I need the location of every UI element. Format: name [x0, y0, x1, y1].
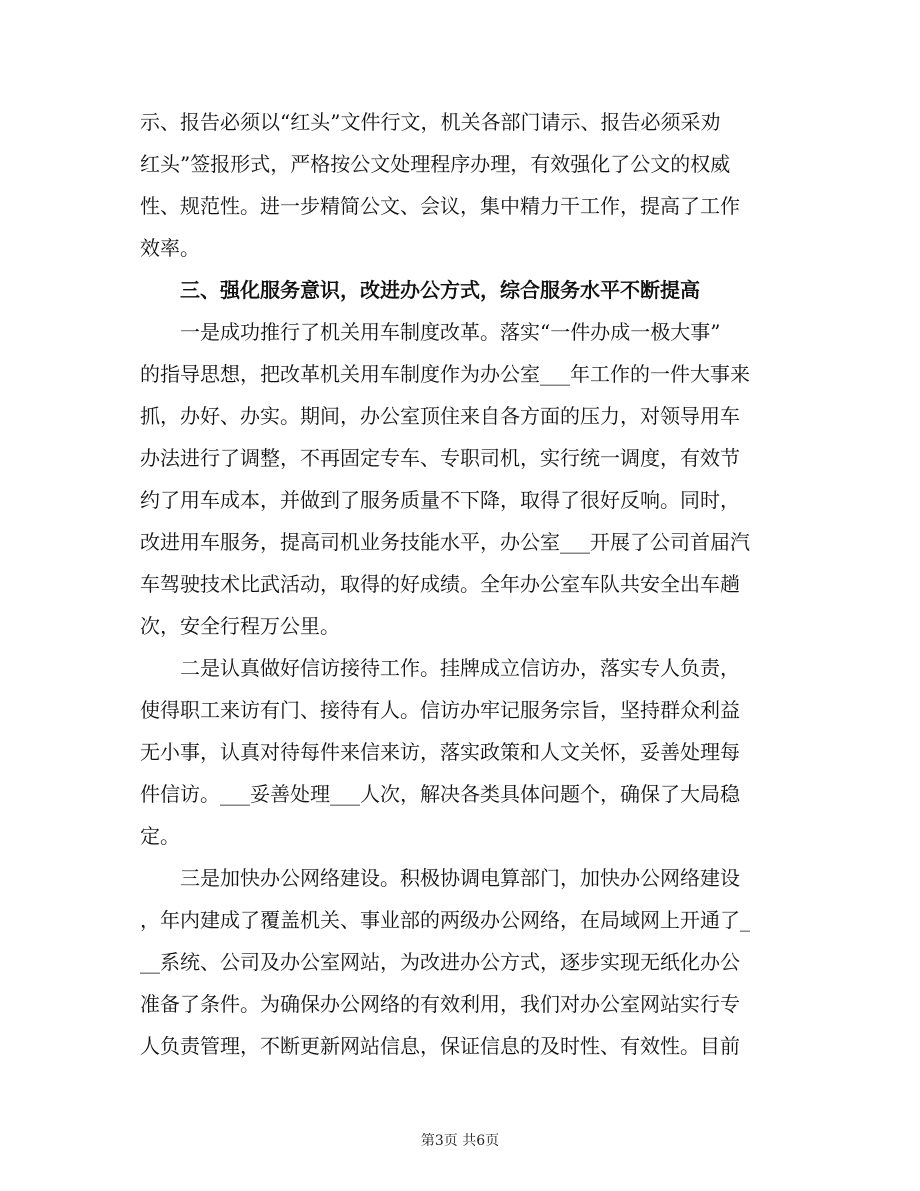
body-line: 三是加快办公网络建设。积极协调电算部门，加快办公网络建设	[180, 866, 740, 890]
section-heading: 三、强化服务意识，改进办公方式，综合服务水平不断提高	[180, 278, 700, 302]
body-line: 使得职工来访有门、接待有人。信访办牢记服务宗旨，坚持群众利益	[140, 698, 740, 722]
body-line: 约了用车成本，并做到了服务质量不下降，取得了很好反响。同时，	[140, 488, 740, 512]
body-line: 无小事，认真对待每件来信来访，落实政策和人文关怀，妥善处理每	[140, 740, 740, 764]
body-line: 车驾驶技术比武活动，取得的好成绩。全年办公室车队共安全出车趟	[140, 572, 740, 596]
body-line: 示、报告必须以“红头”文件行文，机关各部门请示、报告必须采劝	[140, 110, 721, 134]
body-line: 准备了条件。为确保办公网络的有效利用，我们对办公室网站实行专	[140, 992, 740, 1016]
body-line: 红头”签报形式，严格按公文处理程序办理，有效强化了公文的权威	[140, 152, 731, 176]
body-line: 二是认真做好信访接待工作。挂牌成立信访办，落实专人负责，	[180, 656, 740, 680]
body-line: 件信访。___妥善处理___人次，解决各类具体问题个，确保了大局稳	[140, 782, 740, 806]
body-line: 的指导思想，把改革机关用车制度作为办公室___年工作的一件大事来	[140, 362, 750, 386]
body-line: 人负责管理，不断更新网站信息，保证信息的及时性、有效性。目前	[140, 1034, 740, 1058]
body-line: 改进用车服务，提高司机业务技能水平，办公室___开展了公司首届汽	[140, 530, 750, 554]
body-line: 效率。	[140, 236, 200, 260]
page-number: 第3页 共6页	[420, 1133, 500, 1149]
body-line: 抓，办好、办实。期间，办公室顶住来自各方面的压力，对领导用车	[140, 404, 740, 428]
body-line: 次，安全行程万公里。	[140, 614, 340, 638]
body-line: 办法进行了调整，不再固定专车、专职司机，实行统一调度，有效节	[140, 446, 740, 470]
body-line: ，年内建成了覆盖机关、事业部的两级办公网络，在局域网上开通了_	[140, 908, 750, 932]
body-line: 性、规范性。进一步精简公文、会议，集中精力干工作，提高了工作	[140, 194, 740, 218]
body-line: 一是成功推行了机关用车制度改革。落实“一件办成一极大事”	[180, 320, 721, 344]
body-line: __系统、公司及办公室网站，为改进办公方式，逐步实现无纸化办公	[140, 950, 740, 974]
body-line: 定。	[140, 824, 180, 848]
